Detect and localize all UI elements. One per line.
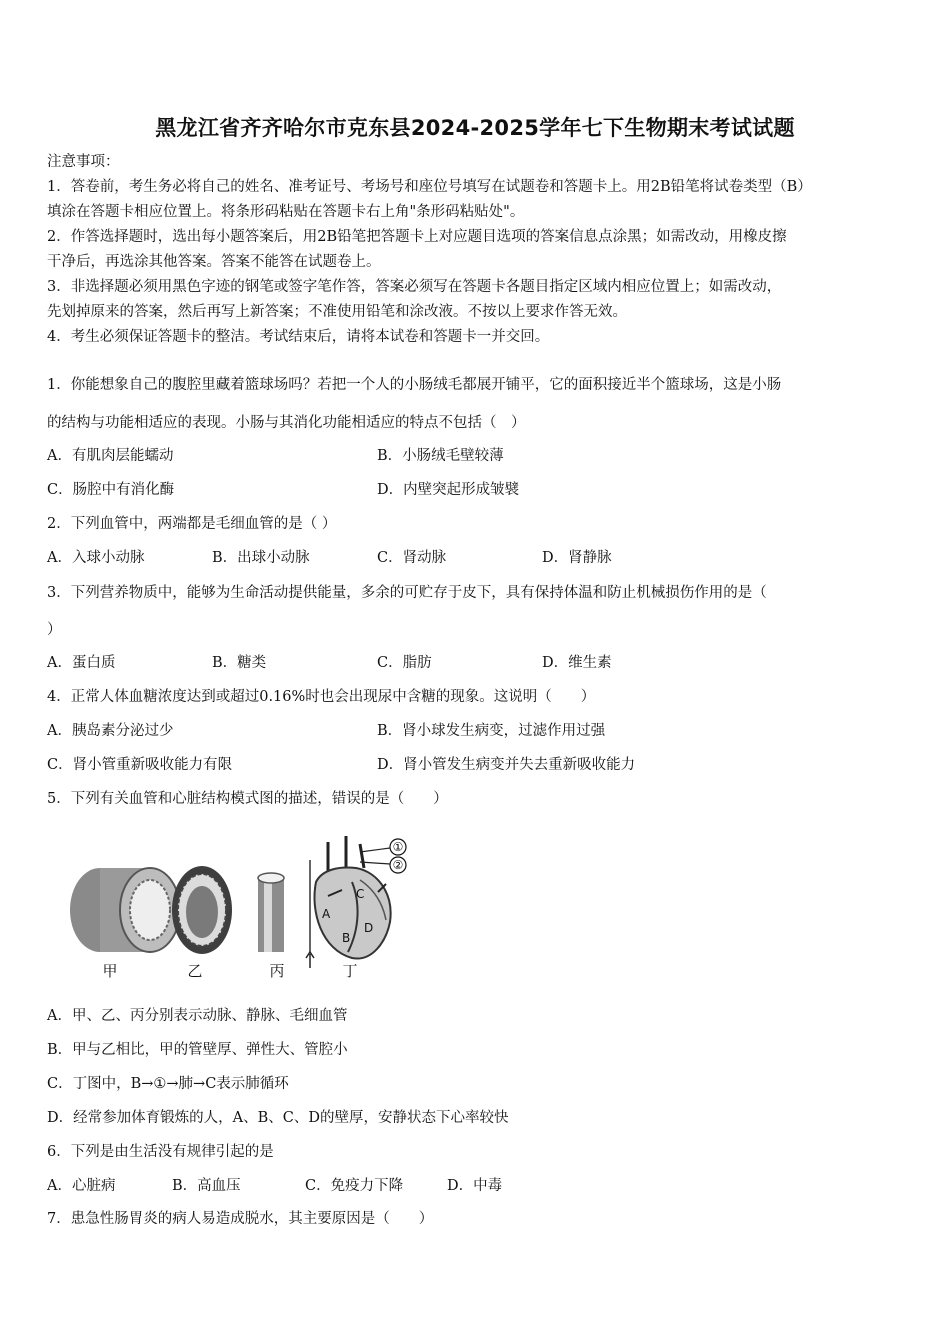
q1-option-b[interactable]: B．小肠绒毛壁较薄 xyxy=(377,448,504,464)
q6-option-d[interactable]: D．中毒 xyxy=(447,1178,503,1194)
heart-label-2: ② xyxy=(392,858,404,872)
q5-option-d[interactable]: D．经常参加体育锻炼的人，A、B、C、D的壁厚，安静状态下心率较快 xyxy=(47,1110,509,1126)
q3-option-d[interactable]: D．维生素 xyxy=(542,655,612,671)
vessel-yi-image xyxy=(172,866,232,954)
q3-stem-line2: ） xyxy=(47,622,62,638)
q4-option-c[interactable]: C．肾小管重新吸收能力有限 xyxy=(47,757,233,773)
q5-option-b[interactable]: B．甲与乙相比，甲的管壁厚、弹性大、管腔小 xyxy=(47,1042,348,1058)
heart-label-b: B xyxy=(342,931,351,945)
q1-option-d[interactable]: D．内壁突起形成皱襞 xyxy=(377,482,520,498)
notice-line: 填涂在答题卡相应位置上。将条形码粘贴在答题卡右上角"条形码粘贴处"。 xyxy=(47,204,525,220)
q4-stem: 4．正常人体血糖浓度达到或超过0.16%时也会出现尿中含糖的现象。这说明（ ） xyxy=(47,689,596,705)
q3-stem-line1: 3．下列营养物质中，能够为生命活动提供能量，多余的可贮存于皮下，具有保持体温和防止机械损伤作用的是（ xyxy=(47,585,767,601)
q4-option-d[interactable]: D．肾小管发生病变并失去重新吸收能力 xyxy=(377,757,636,773)
q2-stem: 2．下列血管中，两端都是毛细血管的是（ ） xyxy=(47,516,337,532)
q5-option-a[interactable]: A．甲、乙、丙分别表示动脉、静脉、毛细血管 xyxy=(47,1008,348,1024)
q6-option-c[interactable]: C．免疫力下降 xyxy=(305,1178,404,1194)
q1-option-a[interactable]: A．有肌肉层能蠕动 xyxy=(47,448,174,464)
q2-option-a[interactable]: A．入球小动脉 xyxy=(47,550,145,566)
q7-stem: 7．患急性肠胃炎的病人易造成脱水，其主要原因是（ ） xyxy=(47,1211,434,1227)
heart-label-a: A xyxy=(322,907,331,921)
caption-jia: 甲 xyxy=(102,962,118,980)
q1-stem-line1: 1．你能想象自己的腹腔里藏着篮球场吗？若把一个人的小肠绒毛都展开铺平，它的面积接近半个篮球场，这是小肠 xyxy=(47,377,782,393)
vessel-jia-image xyxy=(70,868,180,952)
q6-option-a[interactable]: A．心脏病 xyxy=(47,1178,116,1194)
page-title: 黑龙江省齐齐哈尔市克东县2024-2025学年七下生物期末考试试题 xyxy=(155,116,795,140)
heart-label-1: ① xyxy=(392,840,404,854)
q5-figure xyxy=(60,832,420,982)
q4-option-b[interactable]: B．肾小球发生病变，过滤作用过强 xyxy=(377,723,606,739)
q3-option-c[interactable]: C．脂肪 xyxy=(377,655,432,671)
q5-stem: 5．下列有关血管和心脏结构模式图的描述，错误的是（ ） xyxy=(47,791,448,807)
q5-figure-svg xyxy=(60,832,420,982)
notice-line: 3．非选择题必须用黑色字迹的钢笔或签字笔作答，答案必须写在答题卡各题目指定区域内相应位置上；如需改动， xyxy=(47,279,782,295)
caption-yi: 乙 xyxy=(187,962,203,980)
notice-line: 1．答卷前，考生务必将自己的姓名、准考证号、考场号和座位号填写在试题卷和答题卡上。用2B铅笔将试卷类型（B） xyxy=(47,179,812,195)
heart-ding-image xyxy=(306,836,391,968)
notice-line: 2．作答选择题时，选出每小题答案后，用2B铅笔把答题卡上对应题目选项的答案信息点涂黑；如需改动，用橡皮擦 xyxy=(47,229,787,245)
q5-option-c[interactable]: C．丁图中，B→①→肺→C表示肺循环 xyxy=(47,1076,289,1092)
notice-line: 4．考生必须保证答题卡的整洁。考试结束后，请将本试卷和答题卡一并交回。 xyxy=(47,329,550,345)
notice-line: 干净后，再选涂其他答案。答案不能答在试题卷上。 xyxy=(47,254,381,270)
notice-heading: 注意事项： xyxy=(47,154,120,170)
notice-line: 先划掉原来的答案，然后再写上新答案；不准使用铅笔和涂改液。不按以上要求作答无效。 xyxy=(47,304,627,320)
caption-ding: 丁 xyxy=(342,962,358,980)
q6-stem: 6．下列是由生活没有规律引起的是 xyxy=(47,1144,274,1160)
figure-captions xyxy=(102,962,357,980)
q2-option-b[interactable]: B．出球小动脉 xyxy=(212,550,310,566)
caption-bing: 丙 xyxy=(269,962,285,980)
vessel-bing-image xyxy=(258,873,284,952)
heart-label-c: C xyxy=(356,887,365,901)
heart-label-d: D xyxy=(364,921,374,935)
q1-stem-line2: 的结构与功能相适应的表现。小肠与其消化功能相适应的特点不包括（ ） xyxy=(47,415,526,431)
q1-option-c[interactable]: C．肠腔中有消化酶 xyxy=(47,482,175,498)
notice-section xyxy=(47,150,907,350)
q3-option-b[interactable]: B．糖类 xyxy=(212,655,267,671)
q6-option-b[interactable]: B．高血压 xyxy=(172,1178,241,1194)
q3-option-a[interactable]: A．蛋白质 xyxy=(47,655,116,671)
q2-option-d[interactable]: D．肾静脉 xyxy=(542,550,612,566)
q2-option-c[interactable]: C．肾动脉 xyxy=(377,550,447,566)
q4-option-a[interactable]: A．胰岛素分泌过少 xyxy=(47,723,174,739)
